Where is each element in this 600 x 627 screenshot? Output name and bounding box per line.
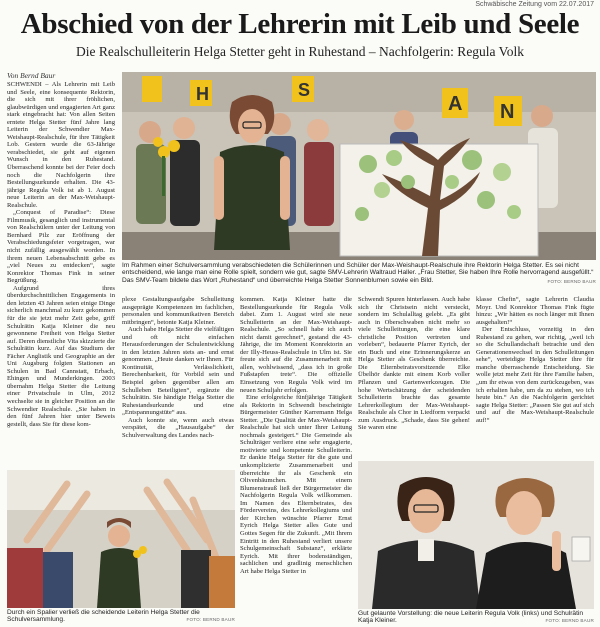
paragraph: Auch habe Helga Stetter die vielfältigen und oft nicht einfachen Herausforderungen der Schulentwicklung in den letzten Jahren stets an- und ernst genommen. „Heute danken wir Ihnen. Für Kontinuität, Verlässlichkeit, Berechenbarkeit, für Vorbild sein und Beispiel geben gegenüber allen am Schulleben Beteiligten“, ergänzte die Schulrätin. Sie händigte Helga Stetter die Ruhestandsurkunde und eine „Entspannungstüte“ aus.	[122, 326, 234, 417]
article-column-5	[476, 296, 594, 456]
photo-credit: FOTO: BERND BAUR	[545, 618, 594, 624]
article-column-4	[358, 296, 470, 456]
banner-letter: H	[196, 84, 209, 104]
school-assembly-photo	[122, 72, 596, 260]
honor-line-photo	[7, 470, 235, 608]
bottom-right-photo	[358, 461, 594, 609]
banner-letter: S	[298, 80, 311, 100]
subhead: Die Realschulleiterin Helga Stetter geht in Ruhestand – Nachfolgerin: Regula Volk	[76, 44, 524, 59]
byline: Von Bernd Baur	[7, 71, 56, 80]
paragraph: SCHWENDI – Als Lehrerin mit Leib und Seele, eine konsequente Rektorin, die sich mit ihrer fröhlichen, glaubwürdigen und engagierten Art ganz stark eingebracht hat: Von allen Seiten erntete Helga Stetter fünf Jahre lang Leiterin der Schwendier Max-Weishaupt-Realschule, für ihre Tätigkeit Lob. Gestern wurde die 63-Jährige verabschiedet, sie geht auf eigenen Wunsch in den Ruhestand. Überraschend konnte bei der Feier doch noch die Nachfolgerin ihre Bestellungsurkunde erhalten. Die 43-jährige Regula Volk ist ab 1. August neue Leiterin an der Max-Weishaupt-Realschule.	[7, 81, 115, 209]
photo-credit: FOTO: BERND BAUR	[547, 278, 596, 284]
paragraph: klasse Chefin“, sagte Lehrerin Claudia Moyr. Und Konrektor Thomas Fink fügte hinzu: „Wir hätten es noch länger mit Ihnen ausgehalten!“	[476, 296, 594, 326]
tree-painting	[340, 138, 538, 256]
banner-letter: N	[500, 101, 515, 123]
caption-text: Gut gelaunte Vorstellung: die neue Leiterin Regula Volk (links) und Schulrätin Katja Kleiner.	[358, 610, 584, 625]
headline: Abschied von der Lehrerin mit Leib und Seele	[20, 8, 580, 40]
new-principal-photo	[358, 461, 594, 609]
caption-text: Im Rahmen einer Schulversammlung verabschiedeten die Schülerinnen und Schüler der Max-Weishaupt-Realschule ihre Rektorin Helga Stetter. Es sei nicht entscheidend, wie lange man eine Rolle spielt, sondern wie gut, sagte SMV-Lehrerin Waltraud Haller. „Frau Stetter, Sie haben Ihre Rolle hervorragend ausgefüllt.“ Das SMV-Team bildete das Wort „Ruhestand“ und überreichte Helga Stetter Sonnenblumen sowie ein Bild.	[122, 262, 594, 284]
caption-top-photo	[122, 262, 596, 294]
paragraph: Auch konnte sie, wenn auch etwas verspätet, die „Hausaufgabe“ der Schulverwaltung des Landes nach-	[122, 416, 234, 439]
banner-letter: A	[448, 93, 463, 115]
caption-text: Durch ein Spalier verließ die scheidende Leiterin Helga Stetter die Schulversammlung.	[7, 609, 200, 624]
top-photo	[122, 72, 596, 260]
masthead: Schwäbische Zeitung vom 22.07.2017	[475, 1, 594, 8]
paragraph: Aufgrund ihres überdurchschnittlichen Engagements in den letzten 43 Jahren seien einige Dinge sicherlich manchmal zu kurz gekommen für die sie jetzt mehr Zeit gebe, griff Schulrätin Katja Kleiner die neu gewonnene Freiheit von Helga Stetter auf. Deren dienstliche Vita skizzierte die Schulrätin kurz. Auf das Studium der Fächer Anglistik und Geographie an der Uni Augsburg folgten Stationen an Schulen in Bad Cannstatt, Erbach, Ehingen und Munderkingen. 2003 übernahm Helga Stetter die Leitung einer Privatschule in Ulm, 2012 wechselte sie in gleicher Position an die Schwendier Realschule. „Sie haben in den fünf Jahren hier unter Beweis gestellt, dass Sie für diese kom-	[7, 284, 115, 428]
photo-credit: FOTO: BERND BAUR	[186, 617, 235, 623]
paragraph: Eine erfolgreiche fünfjährige Tätigkeit als Rektorin in Schwendi bescheinigte Bürgermeister Günther Karremann Helga Stetter. „Die Qualität der Max-Weishaupt-Realschule hat sich unter Ihrer Leitung nochmals gesteigert.“ Die Gemeinde als Schulträger verliere eine sehr engagierte, motivierte und kompetente Schulleiterin. Er dankte Helga Stetter für die gute und unkomplizierte Zusammenarbeit und überreichte ihr als Geschenk ein Olivenbäumchen. Mit einem Blumenstrauß ließ der Bürgermeister die Nachfolgerin Regula Volk willkommen. Im Namen des Elternbeirates, des Fördervereins, des Lehrerkollegiums und der Kirchen wünschte Pfarrer Ernst Eyrich Helga Stetter alles Gute und Gottes Segen für die Zukunft. „Mit Ihrem Eintritt in den Ruhestand verliert unsere Schulgemeinschaft Substanz“, erklärte Eyrich. Mit ihrer bodenständigen, sachlichen und gradlinig menschlichen Art habe Helga Stetter in	[240, 394, 352, 575]
paragraph: Der Entschluss, vorzeitig in den Ruhestand zu gehen, war richtig, „weil ich so die Schullandschaft betrachte und den Generationenwechsel in den Schulleitungen sehe“, verteidigte Helga Stetter ihre für manche überraschende Entscheidung. Sie wolle jetzt mehr Zeit für ihre Familie haben, „um ihr etwas von dem zurückzugeben, was ich erhalten habe, um da zu stehen, wo ich heute bin.“ An die Nachfolgerin gerichtet sagte Helga Stetter: „Passen Sie gut auf sich und auf die Max-Weishaupt-Realschule auf!“	[476, 326, 594, 424]
article-column-2	[122, 296, 234, 464]
paragraph: plexe Gestaltungsaufgabe Schulleitung ausgeprägte Kompetenzen im fachlichen, personalen und kommunikativen Bereich mitbringen“, betonte Katja Kleiner.	[122, 296, 234, 326]
paragraph: Schwendi Spuren hinterlassen. Auch habe sich ihr Christsein nicht versteckt, sondern im Schulalltag gelebt. „Es gibt auch in Oberschwaben nicht mehr so viele Schulleitungen, die eine klare christliche Position vertreten und vorleben“, bedauerte Pfarrer Eyrich, der ein Buch und eine Erinnerungskerze an Helga Stetter als Geschenk überreichte. Die Elternbeiratsvorsitzende Elke Übelhör dankte mit einem Korb voller Pflanzen und Gartenwerkzeugen. Die hohe Wertschätzung der scheidenden Schulleiterin brachte das gesamte Lehrerkollegium der Max-Weishaupt-Realschule als Chor in Liedform verpackt zum Ausdruck. „Schade, dass Sie gehen! Sie waren eine	[358, 296, 470, 432]
caption-bottom-right	[358, 610, 594, 627]
caption-bottom-left	[7, 609, 235, 626]
paragraph: kommen. Katja Kleiner hatte die Bestellungsurkunde für Regula Volk dabei. Zum 1. August wird sie neue Schulleiterin an der Max-Weishaupt-Realschule. „So schnell habe ich auch nicht damit gerechnet“, gestand die 43-Jährige, die im Moment Konrektorin an der Illy-Heuss-Realschule in Ulm ist. Sie freute sich auf die Zusammenarbeit mit allen, wohlwissend, „dass ich in große Fußstapfen trete“. Die offizielle Einsetzung von Regula Volk wird im neuen Schuljahr erfolgen.	[240, 296, 352, 394]
article-column-3	[240, 296, 352, 626]
bottom-left-photo	[7, 470, 235, 608]
paragraph: „Conquest of Paradise“: Diese Filmmusik, gesanglich und instrumental von Realschülern unter der Leitung von Bernhard Pilz zur Eröffnung der Verabschiedungsfeier vorgetragen, war nicht zufällig ausgewählt worden. In ihrem neuen Lebensabschnitt gebe es „viel Neues zu entdecken“, sagte Konrektor Thomas Fink in seiner Begrüßung.	[7, 209, 115, 285]
